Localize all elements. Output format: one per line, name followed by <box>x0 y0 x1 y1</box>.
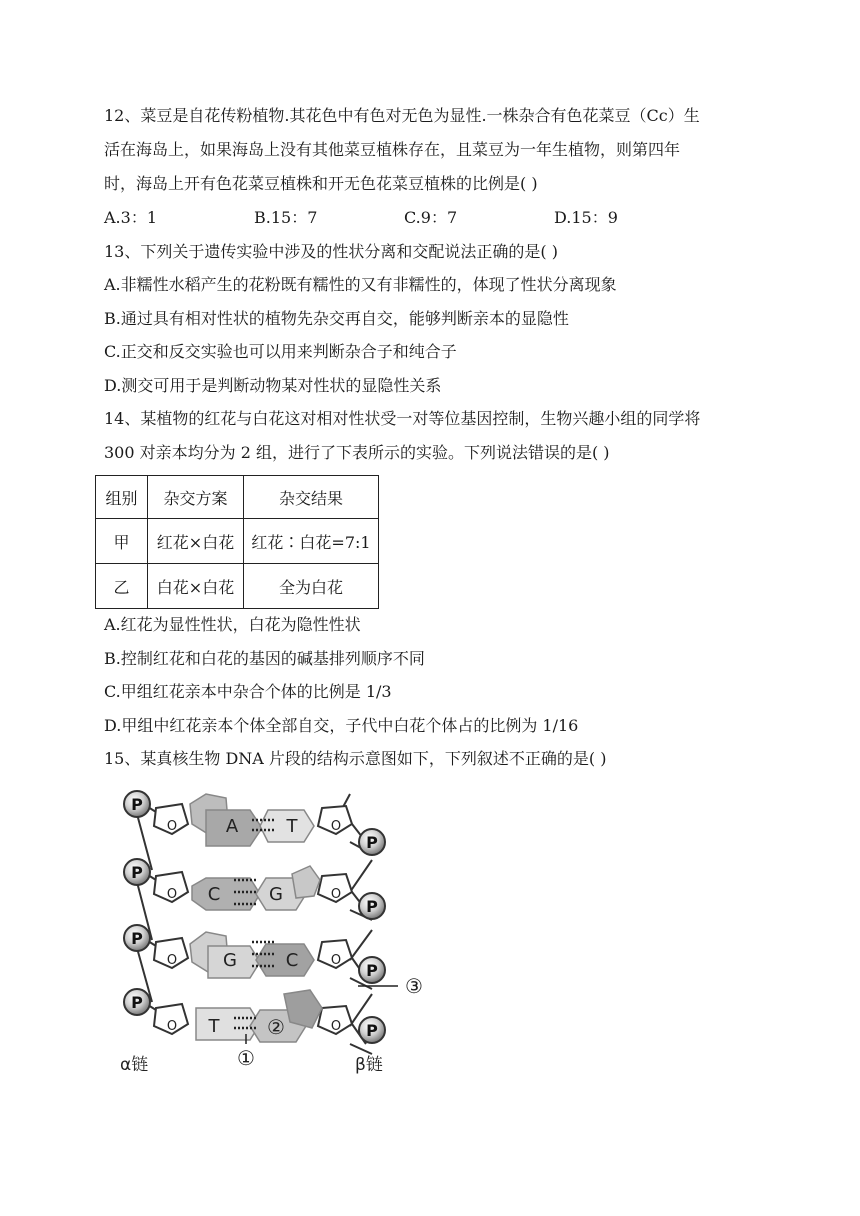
phosphate-label: P <box>366 1021 378 1040</box>
q14-stem-line-1: 14、某植物的红花与白花这对相对性状受一对等位基因控制，生物兴趣小组的同学将 <box>104 409 701 428</box>
left-base-label: C <box>207 884 221 905</box>
q13-option-d: D.测交可用于是判断动物某对性状的显隐性关系 <box>104 376 442 395</box>
q12-option-d: D.15：9 <box>554 208 618 227</box>
q12-option-a: A.3：1 <box>104 208 158 227</box>
table-cell: 白花×白花 <box>148 564 244 609</box>
right-base-label: C <box>285 950 299 971</box>
sugar-oxygen-label: O <box>166 1019 178 1034</box>
q12-option-b: B.15：7 <box>254 208 318 227</box>
callout-3-label: ③ <box>405 974 423 998</box>
table-header-cell: 杂交方案 <box>148 476 244 519</box>
table-header-cell: 组别 <box>96 476 148 519</box>
phosphate-label: P <box>131 993 143 1012</box>
sugar-oxygen-label: O <box>330 819 342 834</box>
q14-stem-line-2: 300 对亲本均分为 2 组，进行了下表所示的实验。下列说法错误的是( ) <box>104 443 610 462</box>
experiment-table <box>95 475 379 609</box>
table-header-row <box>96 476 379 519</box>
q12-option-c: C.9：7 <box>404 208 458 227</box>
right-sugar-group <box>318 806 352 1034</box>
left-base-label: G <box>223 950 237 971</box>
table-cell: 乙 <box>96 564 148 609</box>
right-base-label: T <box>286 816 298 837</box>
phosphate-label: P <box>131 795 143 814</box>
q13-option-a: A.非糯性水稻产生的花粉既有糯性的又有非糯性的，体现了性状分离现象 <box>104 275 617 294</box>
q12-stem-line-3: 时，海岛上开有色花菜豆植株和开无色花菜豆植株的比例是( ) <box>104 174 538 193</box>
q15-stem: 15、某真核生物 DNA 片段的结构示意图如下，下列叙述不正确的是( ) <box>104 749 607 768</box>
table-cell: 全为白花 <box>244 564 379 609</box>
q12-stem-line-2: 活在海岛上，如果海岛上没有其他菜豆植株存在，且菜豆为一年生植物，则第四年 <box>104 140 681 159</box>
sugar-oxygen-label: O <box>330 887 342 902</box>
callout-1-label: ① <box>237 1046 255 1070</box>
left-base-label: T <box>208 1016 220 1037</box>
sugar-oxygen-label: O <box>166 953 178 968</box>
alpha-strand-label: α链 <box>120 1055 149 1075</box>
q13-option-b: B.通过具有相对性状的植物先杂交再自交，能够判断亲本的显隐性 <box>104 309 569 328</box>
hydrogen-bond-dots <box>234 820 276 1028</box>
table-row <box>96 564 379 609</box>
phosphate-label: P <box>366 833 378 852</box>
right-base-label: G <box>269 884 283 905</box>
table-header-cell: 杂交结果 <box>244 476 379 519</box>
sugar-oxygen-label: O <box>166 819 178 834</box>
phosphate-label: P <box>366 897 378 916</box>
dna-structure-figure <box>110 782 440 1082</box>
phosphate-label: P <box>131 929 143 948</box>
sugar-oxygen-label: O <box>166 887 178 902</box>
beta-strand-label: β链 <box>355 1055 383 1075</box>
right-base-shapes <box>250 810 322 1042</box>
q13-stem: 13、下列关于遗传实验中涉及的性状分离和交配说法正确的是( ) <box>104 242 558 261</box>
q14-option-c: C.甲组红花亲本中杂合个体的比例是 1/3 <box>104 682 392 701</box>
sugar-oxygen-label: O <box>330 1019 342 1034</box>
q14-option-b: B.控制红花和白花的基因的碱基排列顺序不同 <box>104 649 425 668</box>
q13-option-c: C.正交和反交实验也可以用来判断杂合子和纯合子 <box>104 342 457 361</box>
phosphate-label: P <box>366 961 378 980</box>
q14-option-d: D.甲组中红花亲本个体全部自交，子代中白花个体占的比例为 1/16 <box>104 716 579 735</box>
phosphate-label: P <box>131 863 143 882</box>
table-cell: 红花∶白花=7:1 <box>244 519 379 564</box>
sugar-oxygen-label: O <box>330 953 342 968</box>
q12-stem-line-1: 12、菜豆是自花传粉植物.其花色中有色对无色为显性.一株杂合有色花菜豆（Cc）生 <box>104 106 700 125</box>
left-base-label: A <box>225 816 239 837</box>
table-row <box>96 519 379 564</box>
right-base-label: ② <box>267 1015 285 1039</box>
table-cell: 红花×白花 <box>148 519 244 564</box>
q14-option-a: A.红花为显性性状，白花为隐性性状 <box>104 615 361 634</box>
table-cell: 甲 <box>96 519 148 564</box>
left-sugar-group <box>154 804 188 1034</box>
